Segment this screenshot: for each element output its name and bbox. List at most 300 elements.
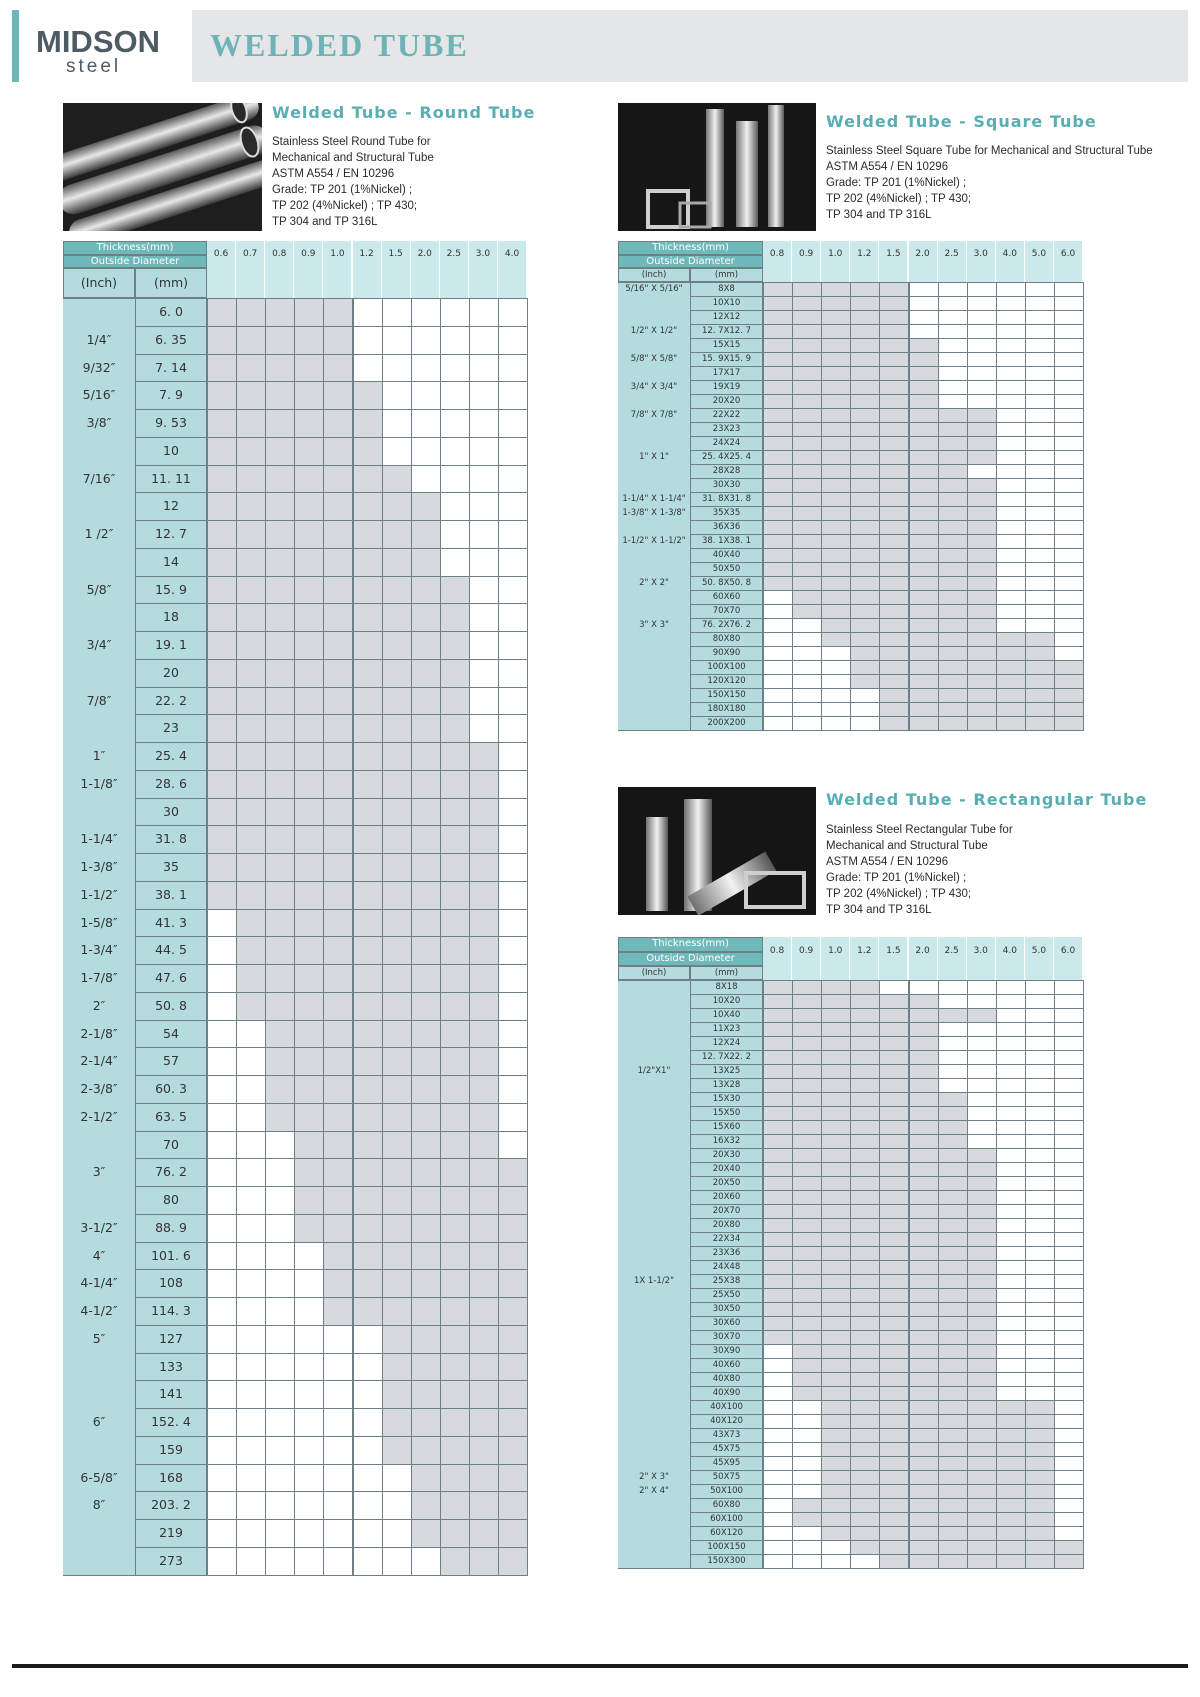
square-cell-available xyxy=(879,296,909,311)
round-cell-unavailable xyxy=(498,437,528,466)
square-cell-available xyxy=(821,338,851,353)
round-row-mm: 127 xyxy=(159,1330,183,1346)
round-cell-available xyxy=(294,909,324,938)
rect-cell-available xyxy=(967,1428,997,1443)
square-cell-available xyxy=(909,366,939,381)
rect-cell-available xyxy=(763,1036,793,1051)
round-cell-available xyxy=(411,576,441,605)
round-table-bottom xyxy=(63,1575,207,1576)
rect-cell-available xyxy=(938,1386,968,1401)
round-cell-available xyxy=(207,853,237,882)
rect-row-mm: 25X50 xyxy=(712,1290,741,1300)
round-cell-unavailable xyxy=(469,465,499,494)
rect-cell-available xyxy=(1025,1442,1055,1457)
round-cell-available xyxy=(353,576,383,605)
round-cell-unavailable xyxy=(207,1436,237,1465)
round-row-mm: 152. 4 xyxy=(151,1414,191,1429)
rect-cell-available xyxy=(938,1344,968,1359)
round-cell-available xyxy=(236,992,266,1021)
rect-cell-available xyxy=(792,1386,822,1401)
square-cell-unavailable xyxy=(1025,422,1055,437)
round-cell-available xyxy=(265,298,295,327)
round-cell-unavailable xyxy=(353,1519,383,1548)
square-cell-available xyxy=(763,296,793,311)
round-cell-available xyxy=(440,1408,470,1437)
square-cell-unavailable xyxy=(967,324,997,339)
round-cell-unavailable xyxy=(207,1047,237,1076)
square-cell-available xyxy=(850,660,880,675)
square-row-inch-cell xyxy=(618,688,690,702)
square-cell-available xyxy=(909,408,939,423)
square-cell-available xyxy=(763,534,793,549)
round-cell-unavailable xyxy=(498,770,528,799)
round-cell-unavailable xyxy=(207,1269,237,1298)
round-cell-available xyxy=(207,409,237,438)
round-row-inch: 1″ xyxy=(92,748,106,763)
rect-cell-available xyxy=(850,1078,880,1093)
square-cell-available xyxy=(850,380,880,395)
round-cell-unavailable xyxy=(498,853,528,882)
square-cell-unavailable xyxy=(938,394,968,409)
rect-cell-available xyxy=(821,1204,851,1219)
round-cell-available xyxy=(265,437,295,466)
rect-cell-available xyxy=(938,1134,968,1149)
rect-cell-available xyxy=(938,1470,968,1485)
square-thickness-col: 1.0 xyxy=(821,241,850,282)
round-cell-available xyxy=(440,1325,470,1354)
square-tube-description xyxy=(826,143,1153,223)
rect-cell-available xyxy=(792,1176,822,1191)
round-row-inch: 1 /2″ xyxy=(84,526,114,541)
square-cell-available xyxy=(850,464,880,479)
round-row-mm: 28. 6 xyxy=(155,775,187,791)
rect-cell-available xyxy=(879,1036,909,1051)
round-row-mm: 12. 7 xyxy=(155,526,187,541)
rect-cell-available xyxy=(967,1008,997,1023)
round-cell-available xyxy=(265,326,295,355)
rect-cell-available xyxy=(1025,1428,1055,1443)
square-desc-line: Grade: TP 201 (1%Nickel) ; xyxy=(826,177,967,189)
rect-cell-available xyxy=(850,1134,880,1149)
round-cell-unavailable xyxy=(265,1547,295,1576)
square-cell-available xyxy=(850,618,880,633)
rect-cell-available xyxy=(909,1120,939,1135)
rect-cell-unavailable xyxy=(1054,1134,1084,1149)
square-cell-available xyxy=(1025,674,1055,689)
rect-cell-available xyxy=(792,1512,822,1527)
round-cell-available xyxy=(469,1353,499,1382)
round-cell-available xyxy=(411,909,441,938)
rect-cell-available xyxy=(879,1498,909,1513)
rect-cell-available xyxy=(821,1064,851,1079)
round-cell-available xyxy=(236,825,266,854)
round-cell-unavailable xyxy=(498,1103,528,1132)
rect-cell-available xyxy=(967,1274,997,1289)
square-inch-header: (Inch) xyxy=(641,270,667,280)
rect-cell-available xyxy=(792,1120,822,1135)
round-cell-unavailable xyxy=(265,1491,295,1520)
round-cell-available xyxy=(498,1491,528,1520)
rect-row-mm: 15X60 xyxy=(712,1122,741,1132)
square-cell-unavailable xyxy=(996,464,1026,479)
rect-cell-available xyxy=(792,1218,822,1233)
square-mm-header: (mm) xyxy=(714,270,739,280)
round-cell-unavailable xyxy=(411,326,441,355)
square-tube-photo xyxy=(618,103,816,231)
square-cell-available xyxy=(938,422,968,437)
rect-row-inch-cell xyxy=(618,1414,690,1428)
square-cell-available xyxy=(967,450,997,465)
round-cell-available xyxy=(236,492,266,521)
round-cell-unavailable xyxy=(236,1214,266,1243)
square-cell-unavailable xyxy=(967,352,997,367)
square-cell-available xyxy=(967,660,997,675)
square-cell-available xyxy=(821,422,851,437)
round-cell-available xyxy=(353,548,383,577)
square-cell-unavailable xyxy=(1054,562,1084,577)
round-row-mm: 88. 9 xyxy=(155,1219,187,1235)
round-cell-available xyxy=(440,1353,470,1382)
round-row-inch-cell xyxy=(63,548,135,576)
rect-cell-available xyxy=(909,1372,939,1387)
round-cell-unavailable xyxy=(411,465,441,494)
round-cell-unavailable xyxy=(323,1491,353,1520)
round-cell-unavailable xyxy=(382,1547,412,1576)
rect-cell-unavailable xyxy=(763,1540,793,1555)
square-cell-available xyxy=(1054,660,1084,675)
rect-cell-available xyxy=(938,1106,968,1121)
round-cell-available xyxy=(440,964,470,993)
round-row-inch: 2-1/2″ xyxy=(80,1108,118,1124)
rect-row-inch-cell xyxy=(618,1330,690,1344)
round-cell-available xyxy=(382,825,412,854)
rect-cell-unavailable xyxy=(1025,1358,1055,1373)
rect-row-mm: 40X90 xyxy=(712,1388,741,1398)
round-cell-available xyxy=(265,992,295,1021)
rect-thickness-col: 6.0 xyxy=(1054,937,1083,980)
round-cell-available xyxy=(440,714,470,743)
round-cell-available xyxy=(294,631,324,660)
square-cell-available xyxy=(850,646,880,661)
round-cell-unavailable xyxy=(498,1131,528,1160)
rect-cell-available xyxy=(821,1358,851,1373)
rect-desc-line: Mechanical and Structural Tube xyxy=(826,840,988,852)
round-cell-available xyxy=(323,1047,353,1076)
rect-cell-unavailable xyxy=(1025,1316,1055,1331)
round-cell-available xyxy=(382,714,412,743)
square-cell-available xyxy=(850,436,880,451)
square-cell-available xyxy=(879,590,909,605)
rect-cell-unavailable xyxy=(1054,1288,1084,1303)
round-cell-unavailable xyxy=(236,1020,266,1049)
round-cell-available xyxy=(382,1325,412,1354)
round-cell-available xyxy=(411,492,441,521)
rect-cell-unavailable xyxy=(996,1190,1026,1205)
round-cell-available xyxy=(265,354,295,383)
square-cell-available xyxy=(763,394,793,409)
square-cell-unavailable xyxy=(1054,464,1084,479)
rect-cell-unavailable xyxy=(1025,994,1055,1009)
square-cell-available xyxy=(996,702,1026,717)
square-cell-unavailable xyxy=(1025,408,1055,423)
round-row-mm: 108 xyxy=(159,1275,183,1291)
square-cell-unavailable xyxy=(1025,478,1055,493)
square-cell-unavailable xyxy=(909,310,939,325)
square-cell-unavailable xyxy=(792,660,822,675)
rect-cell-available xyxy=(879,1512,909,1527)
square-cell-available xyxy=(938,562,968,577)
round-cell-unavailable xyxy=(236,1491,266,1520)
round-cell-available xyxy=(294,298,324,327)
rect-cell-available xyxy=(967,1400,997,1415)
square-cell-available xyxy=(1054,716,1084,731)
square-cell-available xyxy=(967,674,997,689)
round-cell-available xyxy=(265,909,295,938)
round-cell-unavailable xyxy=(207,1103,237,1132)
rect-cell-available xyxy=(821,1302,851,1317)
rect-cell-unavailable xyxy=(996,1078,1026,1093)
round-cell-unavailable xyxy=(353,1547,383,1576)
round-cell-unavailable xyxy=(469,326,499,355)
round-cell-available xyxy=(498,1214,528,1243)
square-cell-unavailable xyxy=(1054,380,1084,395)
round-cell-available xyxy=(382,1408,412,1437)
round-row-mm: 14 xyxy=(163,553,179,569)
square-cell-unavailable xyxy=(763,688,793,703)
rect-cell-available xyxy=(967,1484,997,1499)
rect-cell-unavailable xyxy=(763,1484,793,1499)
round-cell-available xyxy=(469,1519,499,1548)
rect-cell-available xyxy=(909,1344,939,1359)
round-cell-available xyxy=(382,1020,412,1049)
round-cell-available xyxy=(294,936,324,965)
rect-cell-available xyxy=(909,994,939,1009)
round-row-mm: 30 xyxy=(163,803,179,819)
round-row-mm: 31. 8 xyxy=(155,831,187,847)
rect-row-mm: 23X36 xyxy=(712,1248,741,1258)
rect-od-header: Outside Diameter xyxy=(618,952,763,967)
round-cell-available xyxy=(411,1186,441,1215)
round-cell-available xyxy=(353,964,383,993)
rect-cell-available xyxy=(879,1386,909,1401)
round-cell-available xyxy=(265,853,295,882)
square-cell-available xyxy=(763,492,793,507)
rect-cell-available xyxy=(879,1470,909,1485)
round-row-inch: 3-1/2″ xyxy=(80,1219,118,1235)
rect-cell-available xyxy=(879,1050,909,1065)
round-cell-unavailable xyxy=(469,298,499,327)
rect-cell-unavailable xyxy=(938,1022,968,1037)
square-cell-available xyxy=(879,674,909,689)
square-cell-available xyxy=(850,562,880,577)
round-cell-available xyxy=(236,409,266,438)
rect-cell-available xyxy=(909,1414,939,1429)
round-cell-unavailable xyxy=(207,992,237,1021)
square-cell-available xyxy=(821,324,851,339)
square-cell-unavailable xyxy=(996,492,1026,507)
rect-cell-available xyxy=(850,1400,880,1415)
rect-cell-available xyxy=(909,1484,939,1499)
round-cell-available xyxy=(236,520,266,549)
round-cell-available xyxy=(323,465,353,494)
round-cell-available xyxy=(440,576,470,605)
square-cell-available xyxy=(792,590,822,605)
rect-cell-available xyxy=(996,1456,1026,1471)
rect-row-inch-cell xyxy=(618,1526,690,1540)
square-cell-unavailable xyxy=(792,716,822,731)
round-cell-available xyxy=(411,770,441,799)
rect-cell-unavailable xyxy=(763,1554,793,1569)
round-row-inch: 5/8″ xyxy=(86,581,112,597)
rect-cell-available xyxy=(996,1540,1026,1555)
round-cell-available xyxy=(353,1075,383,1104)
round-cell-available xyxy=(323,742,353,771)
square-cell-unavailable xyxy=(1054,310,1084,325)
rect-cell-available xyxy=(1025,1414,1055,1429)
round-cell-unavailable xyxy=(498,881,528,910)
rect-cell-available xyxy=(967,1162,997,1177)
round-cell-available xyxy=(236,687,266,716)
rect-cell-available xyxy=(850,1260,880,1275)
square-cell-unavailable xyxy=(1054,618,1084,633)
rect-cell-available xyxy=(850,1204,880,1219)
rect-cell-available xyxy=(763,1134,793,1149)
round-cell-unavailable xyxy=(469,492,499,521)
rect-cell-available xyxy=(938,1540,968,1555)
square-cell-available xyxy=(909,576,939,591)
round-cell-available xyxy=(207,548,237,577)
rect-cell-available xyxy=(763,1260,793,1275)
round-cell-available xyxy=(323,825,353,854)
square-cell-available xyxy=(909,702,939,717)
round-cell-available xyxy=(323,936,353,965)
rect-cell-available xyxy=(821,1078,851,1093)
square-cell-unavailable xyxy=(1025,366,1055,381)
round-row-inch: 1-1/2″ xyxy=(80,886,118,902)
rect-cell-available xyxy=(996,1442,1026,1457)
rect-cell-available xyxy=(938,1232,968,1247)
round-cell-available xyxy=(207,714,237,743)
rect-cell-available xyxy=(938,1190,968,1205)
square-cell-unavailable xyxy=(996,366,1026,381)
square-cell-unavailable xyxy=(1025,338,1055,353)
rect-cell-unavailable xyxy=(1054,1078,1084,1093)
rect-cell-unavailable xyxy=(996,1176,1026,1191)
square-row-inch-cell xyxy=(618,338,690,352)
rect-cell-available xyxy=(763,1022,793,1037)
rect-cell-available xyxy=(938,1274,968,1289)
square-cell-available xyxy=(879,534,909,549)
round-cell-unavailable xyxy=(469,631,499,660)
square-cell-available xyxy=(879,632,909,647)
rect-cell-available xyxy=(792,1022,822,1037)
rect-cell-available xyxy=(879,1456,909,1471)
square-cell-available xyxy=(821,576,851,591)
rect-cell-available xyxy=(1054,1540,1084,1555)
square-row-mm: 24X24 xyxy=(712,438,741,448)
square-cell-unavailable xyxy=(1054,450,1084,465)
rect-cell-available xyxy=(850,1358,880,1373)
round-cell-available xyxy=(265,1020,295,1049)
square-cell-unavailable xyxy=(909,324,939,339)
square-cell-available xyxy=(792,464,822,479)
rect-cell-available xyxy=(850,1022,880,1037)
round-cell-unavailable xyxy=(382,326,412,355)
square-cell-unavailable xyxy=(821,674,851,689)
rect-cell-available xyxy=(967,1302,997,1317)
rect-cell-available xyxy=(850,1344,880,1359)
round-row-mm: 9. 53 xyxy=(155,415,187,430)
rect-row-mm: 20X30 xyxy=(712,1150,741,1160)
round-cell-unavailable xyxy=(498,936,528,965)
round-cell-unavailable xyxy=(440,409,470,438)
round-cell-available xyxy=(323,687,353,716)
square-cell-available xyxy=(821,352,851,367)
round-cell-unavailable xyxy=(207,1297,237,1326)
round-cell-available xyxy=(265,520,295,549)
round-row-mm: 7. 14 xyxy=(155,359,187,375)
square-cell-unavailable xyxy=(1025,492,1055,507)
square-cell-unavailable xyxy=(996,590,1026,605)
round-cell-available xyxy=(323,1269,353,1298)
rect-cell-available xyxy=(821,1022,851,1037)
round-cell-available xyxy=(323,1214,353,1243)
round-row-mm: 15. 9 xyxy=(155,581,187,597)
round-cell-unavailable xyxy=(382,354,412,383)
round-cell-unavailable xyxy=(498,631,528,660)
square-cell-available xyxy=(792,492,822,507)
rect-cell-unavailable xyxy=(763,1400,793,1415)
round-row-mm: 6. 35 xyxy=(155,331,187,347)
rect-row-mm: 20X60 xyxy=(712,1192,741,1202)
round-cell-available xyxy=(207,492,237,521)
round-row-inch: 2″ xyxy=(92,997,106,1013)
square-cell-available xyxy=(909,646,939,661)
round-cell-available xyxy=(265,714,295,743)
rect-row-mm: 15X50 xyxy=(712,1108,741,1118)
round-thickness-col: 0.7 xyxy=(236,241,265,298)
square-row-mm: 20X20 xyxy=(712,396,741,406)
square-row-mm: 120X120 xyxy=(707,676,746,686)
square-cell-available xyxy=(821,632,851,647)
rect-cell-unavailable xyxy=(1054,1274,1084,1289)
rect-cell-available xyxy=(1025,1484,1055,1499)
square-cell-available xyxy=(879,394,909,409)
round-cell-available xyxy=(323,437,353,466)
rect-cell-unavailable xyxy=(1054,1428,1084,1443)
round-row-mm: 63. 5 xyxy=(155,1108,187,1124)
round-cell-unavailable xyxy=(236,1408,266,1437)
square-cell-unavailable xyxy=(996,436,1026,451)
round-cell-available xyxy=(382,936,412,965)
rect-cell-available xyxy=(792,1498,822,1513)
square-cell-available xyxy=(879,338,909,353)
square-cell-unavailable xyxy=(996,380,1026,395)
rect-cell-available xyxy=(967,1190,997,1205)
round-cell-available xyxy=(265,1047,295,1076)
round-row-inch-cell xyxy=(63,1131,135,1159)
round-cell-available xyxy=(207,687,237,716)
round-row-mm: 70 xyxy=(163,1136,179,1152)
round-cell-unavailable xyxy=(207,1186,237,1215)
round-cell-available xyxy=(469,1297,499,1326)
rect-cell-available xyxy=(909,1498,939,1513)
square-cell-available xyxy=(938,702,968,717)
round-cell-available xyxy=(207,465,237,494)
rect-cell-available xyxy=(996,1470,1026,1485)
round-cell-available xyxy=(323,603,353,632)
square-row-inch: 1/2" X 1/2" xyxy=(630,326,678,336)
